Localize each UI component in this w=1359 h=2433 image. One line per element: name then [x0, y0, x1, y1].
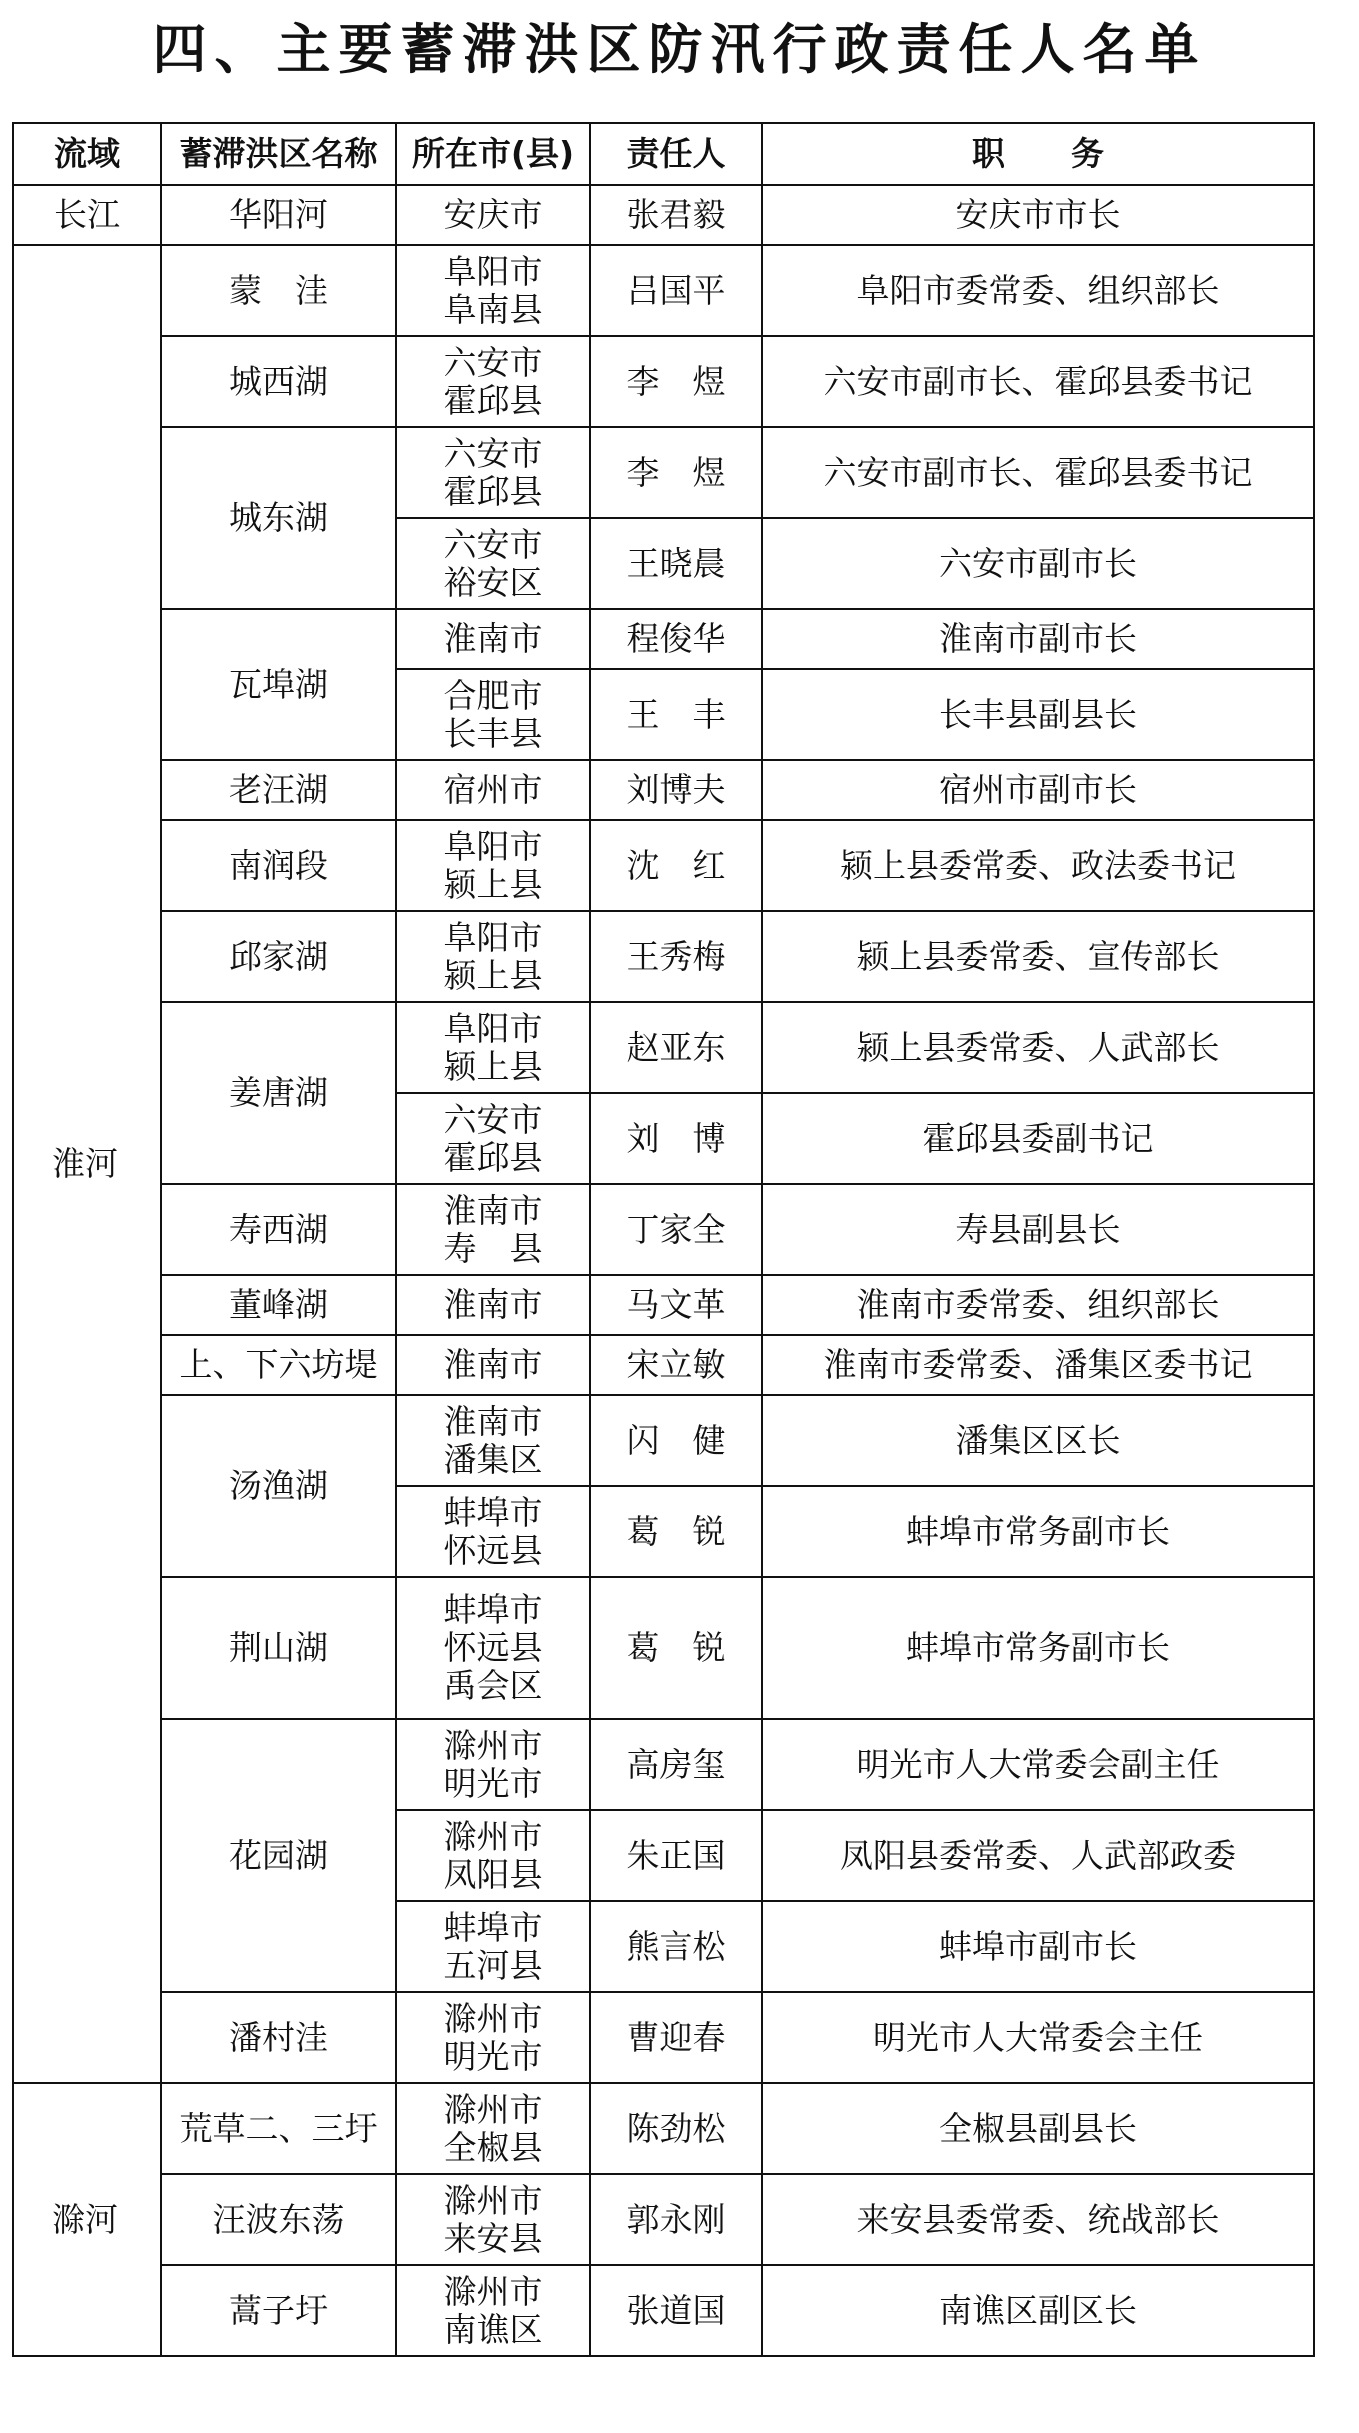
position-cell: 寿县副县长 [762, 1184, 1314, 1275]
basin-cell: 淮河 [13, 245, 161, 2083]
location-cell: 宿州市 [396, 760, 590, 820]
position-cell: 宿州市副市长 [762, 760, 1314, 820]
person-cell: 曹迎春 [590, 1992, 762, 2083]
area-cell: 寿西湖 [161, 1184, 396, 1275]
area-cell: 花园湖 [161, 1719, 396, 1992]
position-cell: 六安市副市长、霍邱县委书记 [762, 427, 1314, 518]
table-row [13, 336, 1314, 427]
location-cell: 滁州市 凤阳县 [396, 1810, 590, 1901]
table-header-row [13, 123, 1314, 185]
location-cell: 六安市 霍邱县 [396, 1093, 590, 1184]
position-cell: 颍上县委常委、政法委书记 [762, 820, 1314, 911]
table-row [13, 1719, 1314, 1810]
table-row [13, 2174, 1314, 2265]
table-row [13, 820, 1314, 911]
position-cell: 蚌埠市常务副市长 [762, 1577, 1314, 1719]
area-cell: 城东湖 [161, 427, 396, 609]
person-cell: 熊言松 [590, 1901, 762, 1992]
page-title: 四、主要蓄滞洪区防汛行政责任人名单 [152, 18, 1207, 81]
position-cell: 阜阳市委常委、组织部长 [762, 245, 1314, 336]
person-cell: 张君毅 [590, 185, 762, 245]
person-cell: 王秀梅 [590, 911, 762, 1002]
person-cell: 陈劲松 [590, 2083, 762, 2174]
location-cell: 淮南市 [396, 609, 590, 669]
person-cell: 葛 锐 [590, 1577, 762, 1719]
area-cell: 董峰湖 [161, 1275, 396, 1335]
location-cell: 滁州市 全椒县 [396, 2083, 590, 2174]
position-cell: 淮南市委常委、潘集区委书记 [762, 1335, 1314, 1395]
area-cell: 汤渔湖 [161, 1395, 396, 1577]
location-cell: 淮南市 [396, 1335, 590, 1395]
person-cell: 刘 博 [590, 1093, 762, 1184]
person-cell: 张道国 [590, 2265, 762, 2356]
person-cell: 朱正国 [590, 1810, 762, 1901]
location-cell: 蚌埠市 怀远县 禹会区 [396, 1577, 590, 1719]
area-cell: 汪波东荡 [161, 2174, 396, 2265]
table-row [13, 427, 1314, 518]
position-cell: 颍上县委常委、宣传部长 [762, 911, 1314, 1002]
table-row [13, 609, 1314, 669]
person-cell: 吕国平 [590, 245, 762, 336]
area-cell: 邱家湖 [161, 911, 396, 1002]
location-cell: 阜阳市 阜南县 [396, 245, 590, 336]
person-cell: 葛 锐 [590, 1486, 762, 1577]
area-cell: 老汪湖 [161, 760, 396, 820]
person-cell: 丁家全 [590, 1184, 762, 1275]
person-cell: 李 煜 [590, 427, 762, 518]
person-cell: 王 丰 [590, 669, 762, 760]
person-cell: 高房玺 [590, 1719, 762, 1810]
area-cell: 城西湖 [161, 336, 396, 427]
person-cell: 赵亚东 [590, 1002, 762, 1093]
basin-cell: 滁河 [13, 2083, 161, 2356]
table-row [13, 911, 1314, 1002]
location-cell: 六安市 裕安区 [396, 518, 590, 609]
position-cell: 南谯区副区长 [762, 2265, 1314, 2356]
table-row [13, 1002, 1314, 1093]
location-cell: 滁州市 明光市 [396, 1992, 590, 2083]
person-cell: 马文革 [590, 1275, 762, 1335]
person-cell: 闪 健 [590, 1395, 762, 1486]
basin-cell: 长江 [13, 185, 161, 245]
position-cell: 长丰县副县长 [762, 669, 1314, 760]
position-cell: 明光市人大常委会主任 [762, 1992, 1314, 2083]
area-cell: 华阳河 [161, 185, 396, 245]
table-row [13, 185, 1314, 245]
position-cell: 来安县委常委、统战部长 [762, 2174, 1314, 2265]
location-cell: 淮南市 寿 县 [396, 1184, 590, 1275]
table-row [13, 245, 1314, 336]
position-cell: 淮南市委常委、组织部长 [762, 1275, 1314, 1335]
person-cell: 王晓晨 [590, 518, 762, 609]
person-cell: 刘博夫 [590, 760, 762, 820]
table-row [13, 1395, 1314, 1486]
responsibility-table [12, 122, 1315, 2357]
header-city-county: 所在市(县) [396, 123, 590, 185]
area-cell: 荆山湖 [161, 1577, 396, 1719]
table-row [13, 2083, 1314, 2174]
person-cell: 程俊华 [590, 609, 762, 669]
table-row [13, 1275, 1314, 1335]
position-cell: 明光市人大常委会副主任 [762, 1719, 1314, 1810]
location-cell: 六安市 霍邱县 [396, 427, 590, 518]
header-position: 职 务 [762, 123, 1314, 185]
area-cell: 潘村洼 [161, 1992, 396, 2083]
location-cell: 阜阳市 颍上县 [396, 1002, 590, 1093]
area-cell: 荒草二、三圩 [161, 2083, 396, 2174]
person-cell: 宋立敏 [590, 1335, 762, 1395]
person-cell: 沈 红 [590, 820, 762, 911]
table-row [13, 1184, 1314, 1275]
table-row [13, 1335, 1314, 1395]
location-cell: 六安市 霍邱县 [396, 336, 590, 427]
table-row [13, 1992, 1314, 2083]
position-cell: 颍上县委常委、人武部长 [762, 1002, 1314, 1093]
area-cell: 蒿子圩 [161, 2265, 396, 2356]
table-row [13, 2265, 1314, 2356]
position-cell: 潘集区区长 [762, 1395, 1314, 1486]
location-cell: 滁州市 来安县 [396, 2174, 590, 2265]
area-cell: 蒙 洼 [161, 245, 396, 336]
person-cell: 郭永刚 [590, 2174, 762, 2265]
location-cell: 阜阳市 颍上县 [396, 911, 590, 1002]
person-cell: 李 煜 [590, 336, 762, 427]
header-area-name: 蓄滞洪区名称 [161, 123, 396, 185]
area-cell: 上、下六坊堤 [161, 1335, 396, 1395]
location-cell: 阜阳市 颍上县 [396, 820, 590, 911]
location-cell: 安庆市 [396, 185, 590, 245]
header-basin: 流域 [13, 123, 161, 185]
position-cell: 安庆市市长 [762, 185, 1314, 245]
location-cell: 淮南市 潘集区 [396, 1395, 590, 1486]
location-cell: 蚌埠市 怀远县 [396, 1486, 590, 1577]
position-cell: 淮南市副市长 [762, 609, 1314, 669]
table-row [13, 1577, 1314, 1719]
area-cell: 南润段 [161, 820, 396, 911]
location-cell: 蚌埠市 五河县 [396, 1901, 590, 1992]
table-row [13, 760, 1314, 820]
position-cell: 蚌埠市常务副市长 [762, 1486, 1314, 1577]
position-cell: 蚌埠市副市长 [762, 1901, 1314, 1992]
location-cell: 滁州市 明光市 [396, 1719, 590, 1810]
header-person: 责任人 [590, 123, 762, 185]
location-cell: 淮南市 [396, 1275, 590, 1335]
position-cell: 凤阳县委常委、人武部政委 [762, 1810, 1314, 1901]
location-cell: 合肥市 长丰县 [396, 669, 590, 760]
area-cell: 瓦埠湖 [161, 609, 396, 760]
area-cell: 姜唐湖 [161, 1002, 396, 1184]
position-cell: 霍邱县委副书记 [762, 1093, 1314, 1184]
position-cell: 六安市副市长 [762, 518, 1314, 609]
position-cell: 全椒县副县长 [762, 2083, 1314, 2174]
location-cell: 滁州市 南谯区 [396, 2265, 590, 2356]
position-cell: 六安市副市长、霍邱县委书记 [762, 336, 1314, 427]
